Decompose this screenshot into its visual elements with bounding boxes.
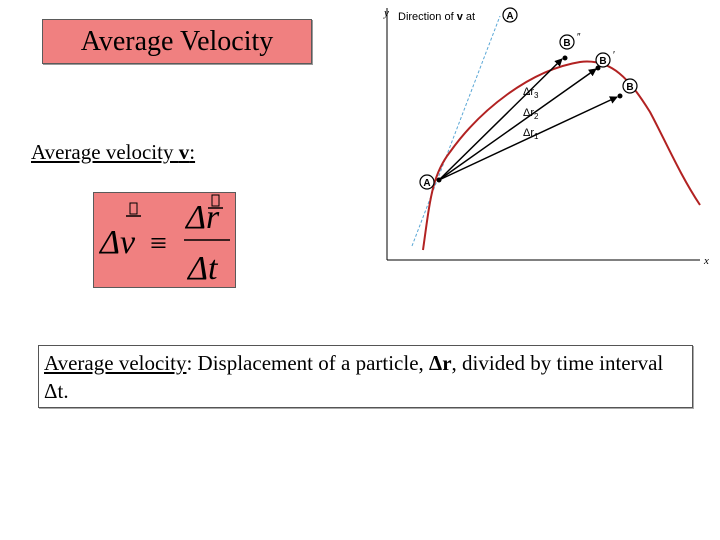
delta-r1-label: $\Delta r_1$ xyxy=(523,127,539,141)
formula-equiv: ≡ xyxy=(150,227,167,260)
prime-mark: ′ xyxy=(613,50,615,61)
definition-tail: Δt. xyxy=(44,379,69,403)
point-b-prime-label: B xyxy=(599,56,607,67)
tangent-line xyxy=(412,16,500,246)
point-b-label: B xyxy=(626,82,634,93)
definition-term: Average velocity xyxy=(44,351,187,375)
heading-colon: : xyxy=(189,140,196,164)
delta-r2-arrow xyxy=(439,69,596,180)
formula-graphic xyxy=(94,193,237,289)
definition-text-2: , divided by time interval xyxy=(451,351,664,375)
delta-r3-label: $\Delta r_3$ xyxy=(523,86,539,100)
slide-title xyxy=(42,19,312,64)
formula-denominator: Δt xyxy=(188,250,218,287)
direction-label: Direction of v at xyxy=(398,11,476,23)
y-axis-label: y xyxy=(384,7,389,19)
double-prime-mark: ″ xyxy=(577,32,581,43)
formula-lhs: Δv xyxy=(100,224,136,261)
formula-numerator: Δr xyxy=(186,199,220,236)
heading-symbol-v: v xyxy=(178,140,190,164)
point-a-label: A xyxy=(423,178,431,189)
x-axis-label: x xyxy=(704,255,709,267)
definition-box xyxy=(38,345,693,408)
delta-r3-arrow xyxy=(439,59,562,180)
point-a-label-top: A xyxy=(506,11,514,22)
average-velocity-heading xyxy=(31,140,195,164)
point-b-dot xyxy=(618,94,623,99)
vector-accent-v-box xyxy=(130,203,137,214)
point-b-double-prime-dot xyxy=(563,56,568,61)
delta-r2-label: $\Delta r_2$ xyxy=(523,107,539,121)
slide-title-text: Average Velocity xyxy=(80,25,274,57)
formula-box xyxy=(93,192,236,288)
definition-symbol-delta-r: Δr xyxy=(429,351,452,375)
point-a-dot xyxy=(437,178,442,183)
point-b-double-prime-label: B xyxy=(563,38,571,49)
trajectory-diagram xyxy=(380,0,720,270)
heading-lead: Average velocity v xyxy=(31,140,190,164)
definition-text-1: : Displacement of a particle, xyxy=(186,351,430,375)
